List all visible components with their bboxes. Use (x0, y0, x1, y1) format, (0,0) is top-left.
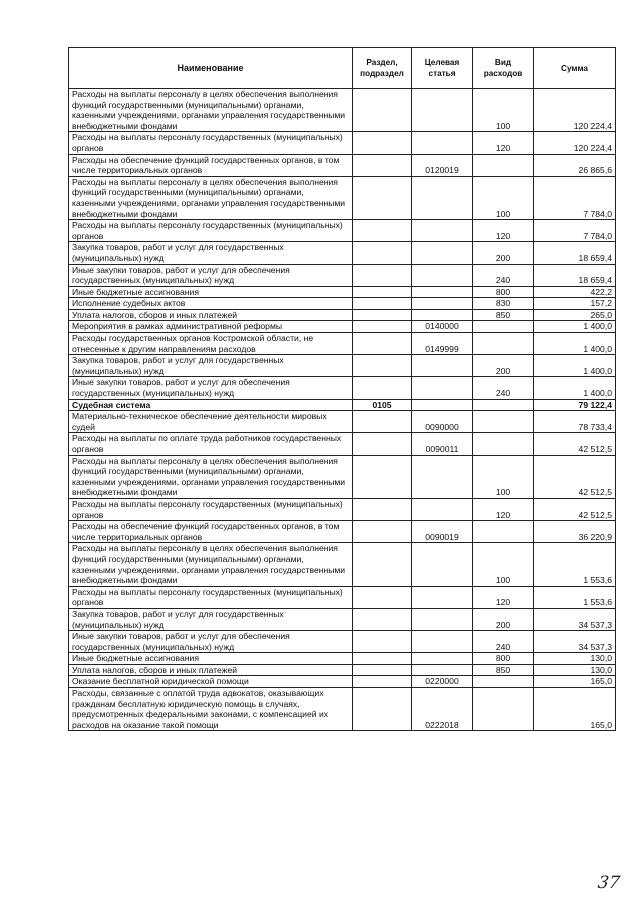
table-row (69, 355, 616, 377)
row-section (353, 543, 412, 586)
row-target (412, 298, 473, 310)
row-sum: 165,0 (534, 688, 616, 731)
table-row (69, 543, 616, 586)
row-target (412, 242, 473, 264)
table-row (69, 498, 616, 520)
row-name: Расходы на выплаты персоналу государственных (муниципальных) органов (69, 132, 353, 154)
row-kind (473, 154, 534, 176)
budget-table (68, 47, 616, 731)
row-name: Расходы государственных органов Костромской области, не отнесенные к другим направлениям расходов (69, 333, 353, 355)
row-target (412, 176, 473, 219)
table-row (69, 411, 616, 433)
row-section (353, 521, 412, 543)
table-row (69, 154, 616, 176)
row-section (353, 89, 412, 132)
table-row (69, 298, 616, 310)
table-row (69, 676, 616, 688)
row-target: 0090011 (412, 433, 473, 455)
row-kind: 100 (473, 543, 534, 586)
row-name: Расходы на выплаты персоналу в целях обеспечения выполнения функций государственными (муниципальными) органами, казенными учреждениями, органами управления государственными внебюджетными фондами (69, 89, 353, 132)
row-name: Расходы на выплаты персоналу государственных (муниципальных) органов (69, 498, 353, 520)
row-sum: 42 512,5 (534, 455, 616, 498)
row-section (353, 309, 412, 321)
row-kind: 100 (473, 89, 534, 132)
row-section (353, 220, 412, 242)
row-name: Иные закупки товаров, работ и услуг для обеспечения государственных (муниципальных) нужд (69, 631, 353, 653)
row-kind: 200 (473, 355, 534, 377)
row-name: Оказание бесплатной юридической помощи (69, 676, 353, 688)
table-row (69, 664, 616, 676)
row-target (412, 377, 473, 399)
row-kind (473, 333, 534, 355)
row-sum: 1 400,0 (534, 355, 616, 377)
row-name: Расходы на выплаты по оплате труда работников государственных органов (69, 433, 353, 455)
row-sum: 120 224,4 (534, 132, 616, 154)
row-name: Закупка товаров, работ и услуг для государственных (муниципальных) нужд (69, 608, 353, 630)
table-row (69, 286, 616, 298)
row-section (353, 653, 412, 665)
row-target (412, 309, 473, 321)
row-kind: 120 (473, 586, 534, 608)
table-row (69, 653, 616, 665)
row-sum: 34 537,3 (534, 608, 616, 630)
table-row (69, 433, 616, 455)
row-kind: 120 (473, 498, 534, 520)
table-row (69, 176, 616, 219)
row-name: Исполнение судебных актов (69, 298, 353, 310)
row-section (353, 688, 412, 731)
row-kind: 830 (473, 298, 534, 310)
table-row (69, 521, 616, 543)
row-name: Расходы, связанные с оплатой труда адвокатов, оказывающих гражданам бесплатную юридическую помощь в случаях, предусмотренных федеральными законами, с компенсацией их расходов на оказание такой помощи (69, 688, 353, 731)
row-name: Расходы на выплаты персоналу в целях обеспечения выполнения функций государственными (муниципальными) органами, казенными учреждениями, органами управления государственными внебюджетными фондами (69, 455, 353, 498)
page-number: 37 (596, 873, 622, 893)
row-name: Расходы на выплаты персоналу государственных (муниципальных) органов (69, 220, 353, 242)
row-sum: 1 553,6 (534, 586, 616, 608)
row-kind: 240 (473, 631, 534, 653)
row-sum: 78 733,4 (534, 411, 616, 433)
row-name: Расходы на обеспечение функций государственных органов, в том числе территориальных органов (69, 154, 353, 176)
table-header-row (69, 48, 616, 89)
row-kind: 100 (473, 455, 534, 498)
row-target (412, 608, 473, 630)
row-kind (473, 321, 534, 333)
row-section (353, 455, 412, 498)
row-name: Иные закупки товаров, работ и услуг для обеспечения государственных (муниципальных) нужд (69, 377, 353, 399)
row-sum: 1 400,0 (534, 333, 616, 355)
row-section (353, 586, 412, 608)
row-section (353, 333, 412, 355)
row-sum: 422,2 (534, 286, 616, 298)
row-target (412, 220, 473, 242)
row-section (353, 321, 412, 333)
row-sum: 18 659,4 (534, 242, 616, 264)
row-section (353, 676, 412, 688)
row-sum: 18 659,4 (534, 264, 616, 286)
row-kind: 850 (473, 309, 534, 321)
table-row (69, 688, 616, 731)
row-target (412, 455, 473, 498)
row-name: Мероприятия в рамках административной реформы (69, 321, 353, 333)
row-target (412, 586, 473, 608)
header-name: Наименование (69, 48, 353, 89)
table-row (69, 455, 616, 498)
row-section (353, 286, 412, 298)
row-sum: 157,2 (534, 298, 616, 310)
row-target (412, 664, 473, 676)
row-name: Судебная система (69, 399, 353, 411)
row-name: Расходы на выплаты персоналу государственных (муниципальных) органов (69, 586, 353, 608)
row-name: Закупка товаров, работ и услуг для государственных (муниципальных) нужд (69, 355, 353, 377)
row-name: Уплата налогов, сборов и иных платежей (69, 309, 353, 321)
row-name: Закупка товаров, работ и услуг для государственных (муниципальных) нужд (69, 242, 353, 264)
row-name: Расходы на выплаты персоналу в целях обеспечения выполнения функций государственными (муниципальными) органами, казенными учреждениями, органами управления государственными внебюджетными фондами (69, 543, 353, 586)
row-name: Уплата налогов, сборов и иных платежей (69, 664, 353, 676)
row-target (412, 498, 473, 520)
row-sum: 1 553,6 (534, 543, 616, 586)
row-target (412, 653, 473, 665)
row-section: 0105 (353, 399, 412, 411)
row-kind (473, 521, 534, 543)
row-kind: 120 (473, 132, 534, 154)
row-target (412, 355, 473, 377)
row-target (412, 89, 473, 132)
row-target: 0140000 (412, 321, 473, 333)
row-kind: 200 (473, 608, 534, 630)
row-name: Иные бюджетные ассигнования (69, 653, 353, 665)
row-name: Расходы на обеспечение функций государственных органов, в том числе территориальных органов (69, 521, 353, 543)
row-sum: 265,0 (534, 309, 616, 321)
row-sum: 7 784,0 (534, 220, 616, 242)
table-row (69, 89, 616, 132)
table-body (69, 89, 616, 731)
row-section (353, 154, 412, 176)
row-target: 0090000 (412, 411, 473, 433)
row-section (353, 608, 412, 630)
row-kind: 240 (473, 377, 534, 399)
row-sum: 36 220,9 (534, 521, 616, 543)
row-target (412, 631, 473, 653)
row-sum: 42 512,5 (534, 498, 616, 520)
row-sum: 79 122,4 (534, 399, 616, 411)
row-sum: 42 512,5 (534, 433, 616, 455)
table-row (69, 220, 616, 242)
row-target: 0222018 (412, 688, 473, 731)
row-name: Иные закупки товаров, работ и услуг для обеспечения государственных (муниципальных) нужд (69, 264, 353, 286)
row-target (412, 264, 473, 286)
row-name: Иные бюджетные ассигнования (69, 286, 353, 298)
row-sum: 120 224,4 (534, 89, 616, 132)
row-kind: 120 (473, 220, 534, 242)
table-row (69, 631, 616, 653)
row-section (353, 631, 412, 653)
row-sum: 130,0 (534, 664, 616, 676)
row-kind (473, 411, 534, 433)
row-target (412, 286, 473, 298)
row-name: Расходы на выплаты персоналу в целях обеспечения выполнения функций государственными (муниципальными) органами, казенными учреждениями, органами управления государственными внебюджетными фондами (69, 176, 353, 219)
table-row (69, 399, 616, 411)
row-section (353, 377, 412, 399)
row-kind: 800 (473, 286, 534, 298)
row-kind: 200 (473, 242, 534, 264)
row-sum: 130,0 (534, 653, 616, 665)
table-row (69, 242, 616, 264)
row-section (353, 242, 412, 264)
row-section (353, 664, 412, 676)
table-row (69, 264, 616, 286)
row-target (412, 543, 473, 586)
row-target: 0149999 (412, 333, 473, 355)
header-section: Раздел, подраздел (353, 48, 412, 89)
table-row (69, 608, 616, 630)
row-kind (473, 688, 534, 731)
row-target: 0220000 (412, 676, 473, 688)
header-kind: Вид расходов (473, 48, 534, 89)
row-sum: 26 865,6 (534, 154, 616, 176)
header-target: Целевая статья (412, 48, 473, 89)
row-section (353, 176, 412, 219)
row-target (412, 399, 473, 411)
row-kind: 240 (473, 264, 534, 286)
row-sum: 7 784,0 (534, 176, 616, 219)
row-kind (473, 433, 534, 455)
row-kind (473, 399, 534, 411)
row-kind: 800 (473, 653, 534, 665)
row-sum: 34 537,3 (534, 631, 616, 653)
table-row (69, 586, 616, 608)
row-section (353, 132, 412, 154)
row-section (353, 411, 412, 433)
row-section (353, 298, 412, 310)
table-row (69, 321, 616, 333)
row-section (353, 264, 412, 286)
row-section (353, 498, 412, 520)
row-sum: 1 400,0 (534, 377, 616, 399)
row-kind: 100 (473, 176, 534, 219)
table-row (69, 333, 616, 355)
table-row (69, 377, 616, 399)
row-sum: 165,0 (534, 676, 616, 688)
row-sum: 1 400,0 (534, 321, 616, 333)
header-sum: Сумма (534, 48, 616, 89)
row-target: 0120019 (412, 154, 473, 176)
row-name: Материально-техническое обеспечение деятельности мировых судей (69, 411, 353, 433)
row-section (353, 355, 412, 377)
row-kind: 850 (473, 664, 534, 676)
table-row (69, 309, 616, 321)
row-target: 0090019 (412, 521, 473, 543)
row-section (353, 433, 412, 455)
row-target (412, 132, 473, 154)
row-kind (473, 676, 534, 688)
table-row (69, 132, 616, 154)
